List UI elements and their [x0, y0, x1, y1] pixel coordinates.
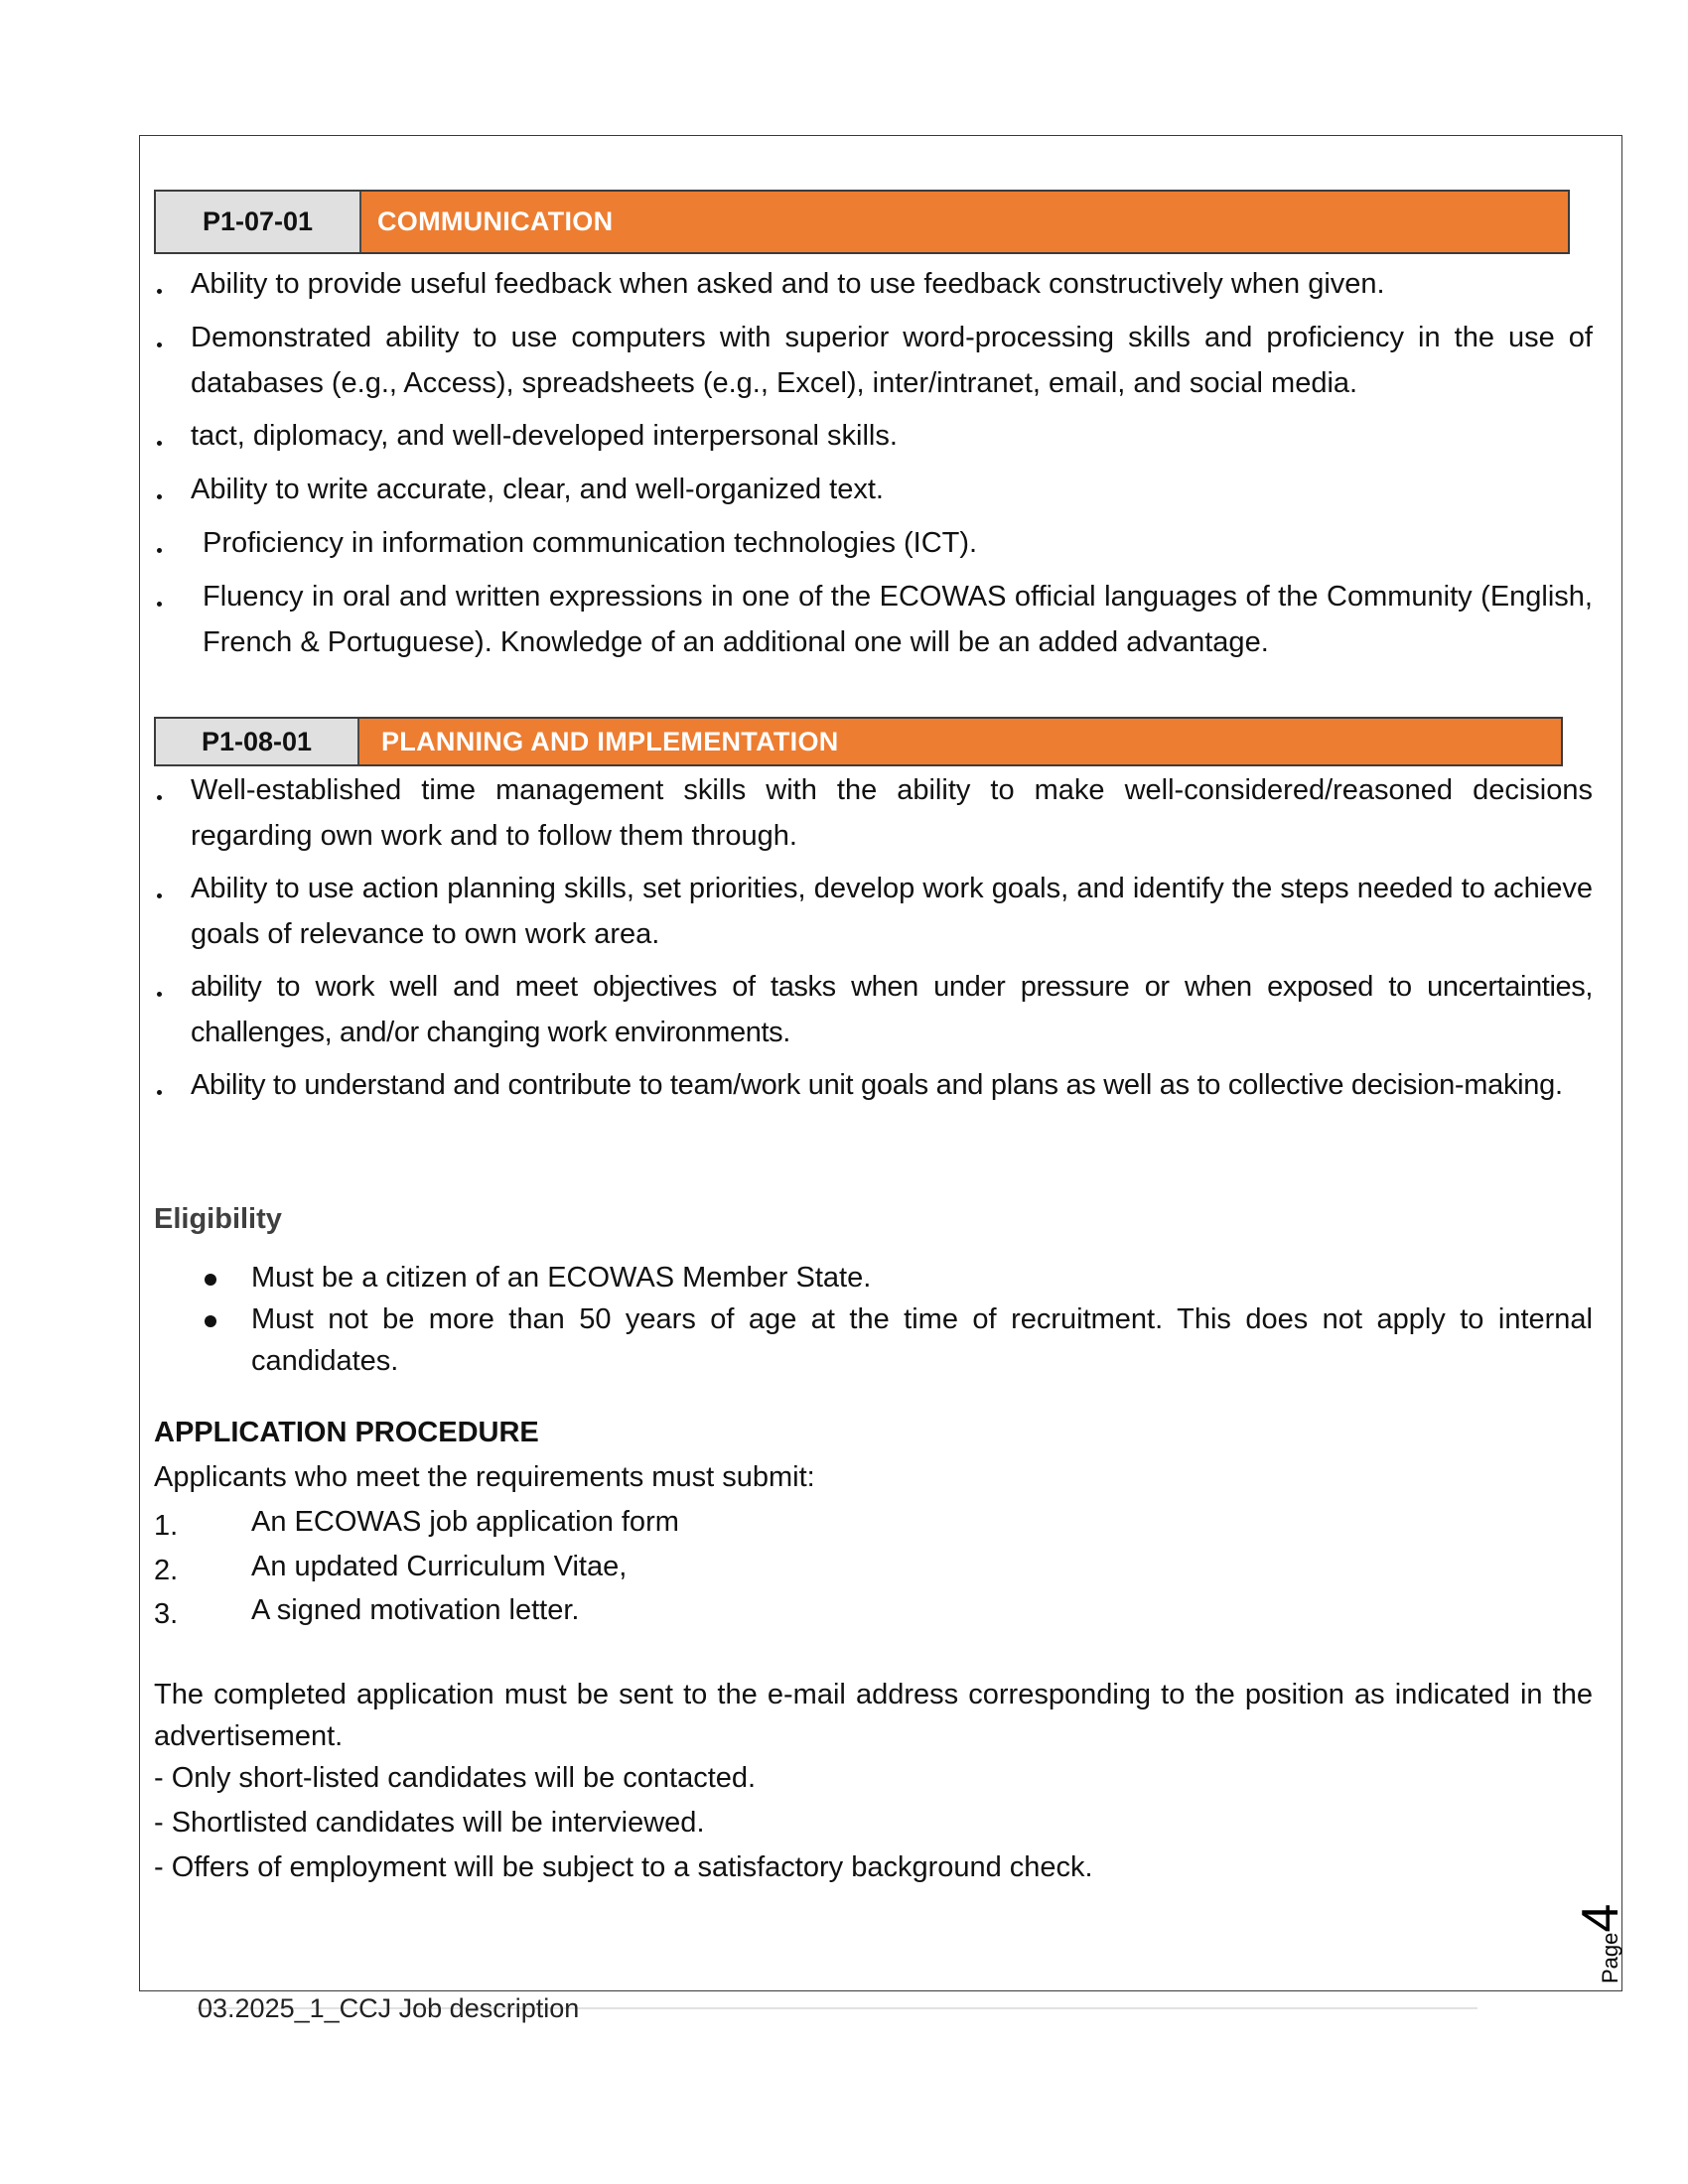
- section-code: P1-08-01: [156, 719, 359, 764]
- list-item: Ability to use action planning skills, set priorities, develop work goals, and identify the steps needed to achieve goals of relevance to own work area.: [191, 873, 1593, 950]
- bullet-icon: [157, 548, 162, 553]
- bullet-icon: [157, 342, 162, 347]
- bullet-icon: [157, 289, 162, 294]
- step-text: An ECOWAS job application form: [251, 1506, 679, 1538]
- bullet-icon: [157, 441, 162, 446]
- list-item: ability to work well and meet objectives of tasks when under pressure or when exposed to uncertainties, challenges, and/or changing work environments.: [191, 971, 1593, 1048]
- bullet-icon: [157, 602, 162, 607]
- list-item: Fluency in oral and written expressions in one of the ECOWAS official languages of the Community (English, French & Portuguese). Knowledge of an additional one will be an added advantage.: [203, 581, 1593, 658]
- list-item: Demonstrated ability to use computers with superior word-processing skills and proficiency in the use of databases (e.g., Access), spreadsheets (e.g., Excel), inter/intranet, email, and social media.: [191, 322, 1593, 399]
- step-text: An updated Curriculum Vitae,: [251, 1551, 628, 1582]
- bullet-icon: [157, 893, 162, 898]
- note-item: - Offers of employment will be subject to a satisfactory background check.: [154, 1851, 1093, 1883]
- list-item: Ability to provide useful feedback when asked and to use feedback constructively when given.: [191, 268, 1385, 300]
- bullet-icon: [157, 992, 162, 997]
- section-title-text: PLANNING AND IMPLEMENTATION: [381, 726, 839, 756]
- section-title-text: COMMUNICATION: [377, 206, 614, 236]
- list-item: tact, diplomacy, and well-developed interpersonal skills.: [191, 420, 898, 452]
- application-intro: Applicants who meet the requirements must submit:: [154, 1461, 815, 1493]
- application-heading: APPLICATION PROCEDURE: [154, 1417, 539, 1448]
- bullet-icon: [205, 1274, 216, 1286]
- step-number: 3.: [154, 1598, 179, 1630]
- bullet-icon: [157, 795, 162, 800]
- list-item: Ability to write accurate, clear, and well-organized text.: [191, 474, 884, 505]
- note-item: - Only short-listed candidates will be contacted.: [154, 1762, 757, 1794]
- page-number: [1571, 1884, 1630, 1983]
- list-item: Must not be more than 50 years of age at the time of recruitment. This does not apply to internal candidates.: [251, 1303, 1593, 1377]
- step-number: 2.: [154, 1555, 179, 1586]
- page-word: Page: [1598, 1932, 1622, 1983]
- section-title: [361, 192, 1568, 252]
- bullet-icon: [157, 1090, 162, 1095]
- eligibility-heading: Eligibility: [154, 1203, 282, 1235]
- page-digit: 4: [1572, 1903, 1629, 1933]
- list-item: Well-established time management skills with the ability to make well-considered/reasoned decisions regarding own work and to follow them through.: [191, 774, 1593, 852]
- list-item: Proficiency in information communication technologies (ICT).: [203, 527, 978, 559]
- section-header-planning: [154, 717, 1563, 766]
- section-code: P1-07-01: [156, 192, 361, 252]
- list-item: Ability to understand and contribute to team/work unit goals and plans as well as to collective decision-making.: [191, 1069, 1563, 1101]
- section-header-communication: [154, 190, 1570, 254]
- step-text: A signed motivation letter.: [251, 1594, 580, 1626]
- footer-text: 03.2025_1_CCJ Job description: [198, 1993, 580, 2023]
- step-number: 1.: [154, 1510, 179, 1542]
- note-item: - Shortlisted candidates will be interviewed.: [154, 1807, 705, 1839]
- bullet-icon: [157, 494, 162, 499]
- application-closing: The completed application must be sent to the e-mail address corresponding to the position as indicated in the advertisement.: [154, 1679, 1593, 1752]
- list-item: Must be a citizen of an ECOWAS Member State.: [251, 1262, 872, 1294]
- bullet-icon: [205, 1315, 216, 1327]
- section-title: [359, 719, 1561, 764]
